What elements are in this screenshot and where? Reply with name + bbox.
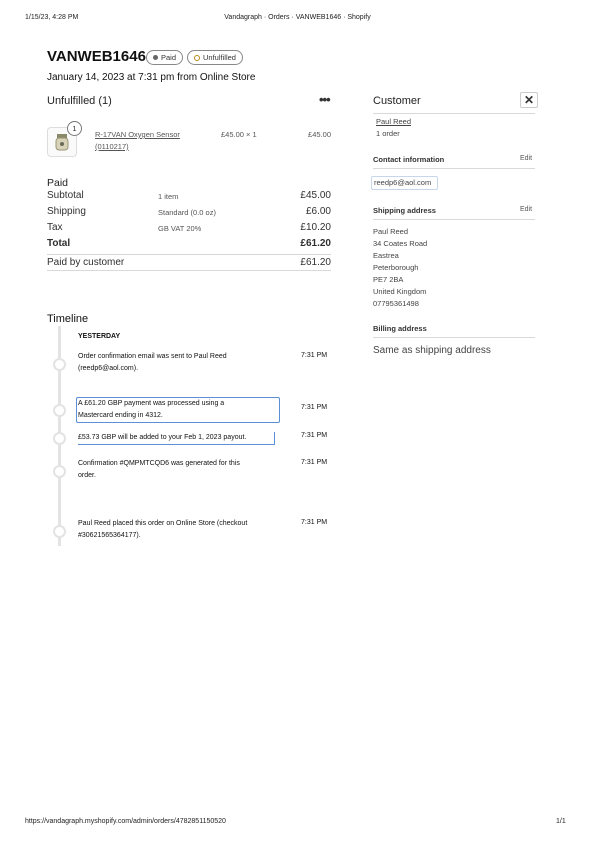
row-detail: 1 item — [158, 192, 179, 201]
timeline-event-1 — [78, 351, 278, 375]
event-time: 7:31 PM — [301, 519, 328, 526]
address-line: Eastrea — [373, 251, 399, 260]
more-horizontal-icon[interactable]: ••• — [319, 92, 330, 107]
event-time: 7:31 PM — [301, 459, 328, 466]
section-divider — [373, 113, 535, 114]
row-label: Total — [47, 238, 71, 249]
event-time: 7:31 PM — [301, 404, 328, 411]
timeline-event-5 — [78, 518, 278, 542]
event-time: 7:31 PM — [301, 432, 328, 439]
print-page-title: Vandagraph · Orders · VANWEB1646 · Shopify — [224, 14, 371, 21]
address-line: 34 Coates Road — [373, 239, 428, 248]
paid-title: Paid — [47, 177, 69, 189]
product-name-link[interactable]: R-17VAN Oxygen Sensor — [95, 130, 180, 139]
customer-email-link[interactable]: reedp6@aol.com — [371, 176, 438, 190]
row-amount: £6.00 — [305, 206, 331, 217]
event-text: £53.73 GBP will be added to your Feb 1, 2023 payout. — [78, 434, 247, 441]
product-line-total: £45.00 — [308, 130, 331, 139]
event-text: (reedp6@aol.com). — [78, 365, 139, 372]
event-text: Paul Reed placed this order on Online Store (checkout — [78, 520, 248, 527]
row-label: Shipping — [47, 206, 86, 217]
section-divider — [47, 270, 331, 271]
unfulfilled-ring-icon — [194, 55, 200, 61]
print-url: https://vandagraph.myshopify.com/admin/orders/4782851150520 — [25, 818, 226, 825]
timeline-event-dot — [53, 404, 66, 417]
section-divider — [373, 219, 535, 220]
close-icon[interactable]: ✕ — [520, 92, 538, 108]
paid-dot-icon — [153, 55, 158, 60]
product-sku-link[interactable]: (0110217) — [95, 142, 129, 151]
product-unit-price: £45.00 × 1 — [221, 130, 257, 139]
row-amount: £61.20 — [300, 238, 331, 249]
contact-edit-link[interactable]: Edit — [520, 155, 533, 162]
payment-summary — [47, 190, 331, 271]
paid-by-customer-row — [47, 254, 331, 271]
billing-address-title: Billing address — [373, 324, 427, 333]
payment-status-label: Paid — [161, 53, 177, 62]
timeline-event-dot — [53, 432, 66, 445]
event-text: A £61.20 GBP payment was processed using a — [78, 400, 225, 407]
row-amount: £61.20 — [300, 257, 331, 268]
total-row — [47, 238, 331, 254]
address-line: PE7 2BA — [373, 275, 404, 284]
fulfillment-status-badge — [187, 50, 243, 65]
fulfillment-status-label: Unfulfilled — [203, 53, 236, 62]
row-label: Subtotal — [47, 190, 84, 201]
row-label: Paid by customer — [47, 257, 125, 268]
row-detail: Standard (0.0 oz) — [158, 208, 216, 217]
timeline-title: Timeline — [47, 313, 89, 325]
address-line: 07795361498 — [373, 299, 419, 308]
shipping-edit-link[interactable]: Edit — [520, 206, 533, 213]
event-text: Mastercard ending in 4312. — [78, 412, 163, 419]
subtotal-row — [47, 190, 331, 206]
row-label: Tax — [47, 222, 63, 233]
address-line: Paul Reed — [373, 227, 409, 236]
row-amount: £45.00 — [300, 190, 331, 201]
row-amount: £10.20 — [300, 222, 331, 233]
payment-status-badge — [146, 50, 183, 65]
tax-row — [47, 222, 331, 238]
order-subtitle: January 14, 2023 at 7:31 pm from Online Store — [47, 72, 256, 83]
timeline-event-dot — [53, 358, 66, 371]
timeline-event-dot — [53, 525, 66, 538]
billing-address-text: Same as shipping address — [373, 345, 491, 356]
event-text: order. — [78, 472, 96, 479]
quantity-badge: 1 — [67, 121, 82, 136]
address-line: Peterborough — [373, 263, 419, 272]
address-line: United Kingdom — [373, 287, 427, 296]
timeline-event-3[interactable] — [78, 432, 275, 445]
event-text: Order confirmation email was sent to Paul Reed — [78, 353, 227, 360]
timeline-event-2[interactable] — [76, 397, 280, 423]
shipping-address-block — [373, 226, 427, 310]
event-text: Confirmation #QMPMTCQD6 was generated for this — [78, 460, 240, 467]
timeline-event-dot — [53, 465, 66, 478]
print-datetime: 1/15/23, 4:28 PM — [25, 14, 79, 21]
order-id: VANWEB1646 — [47, 48, 146, 65]
section-divider — [373, 168, 535, 169]
timeline-day-label: YESTERDAY — [78, 333, 121, 340]
shipping-address-title: Shipping address — [373, 206, 436, 215]
customer-name-link[interactable]: Paul Reed — [376, 117, 412, 126]
row-detail: GB VAT 20% — [158, 224, 202, 233]
print-page-number: 1/1 — [556, 818, 566, 825]
contact-info-title: Contact information — [373, 155, 445, 164]
event-time: 7:31 PM — [301, 352, 328, 359]
customer-order-count: 1 order — [376, 129, 400, 138]
event-text: #30621565364177). — [78, 532, 141, 539]
timeline-event-4 — [78, 458, 278, 482]
section-divider — [373, 337, 535, 338]
customer-title: Customer — [373, 95, 421, 107]
unfulfilled-title: Unfulfilled (1) — [47, 95, 112, 107]
shipping-row — [47, 206, 331, 222]
